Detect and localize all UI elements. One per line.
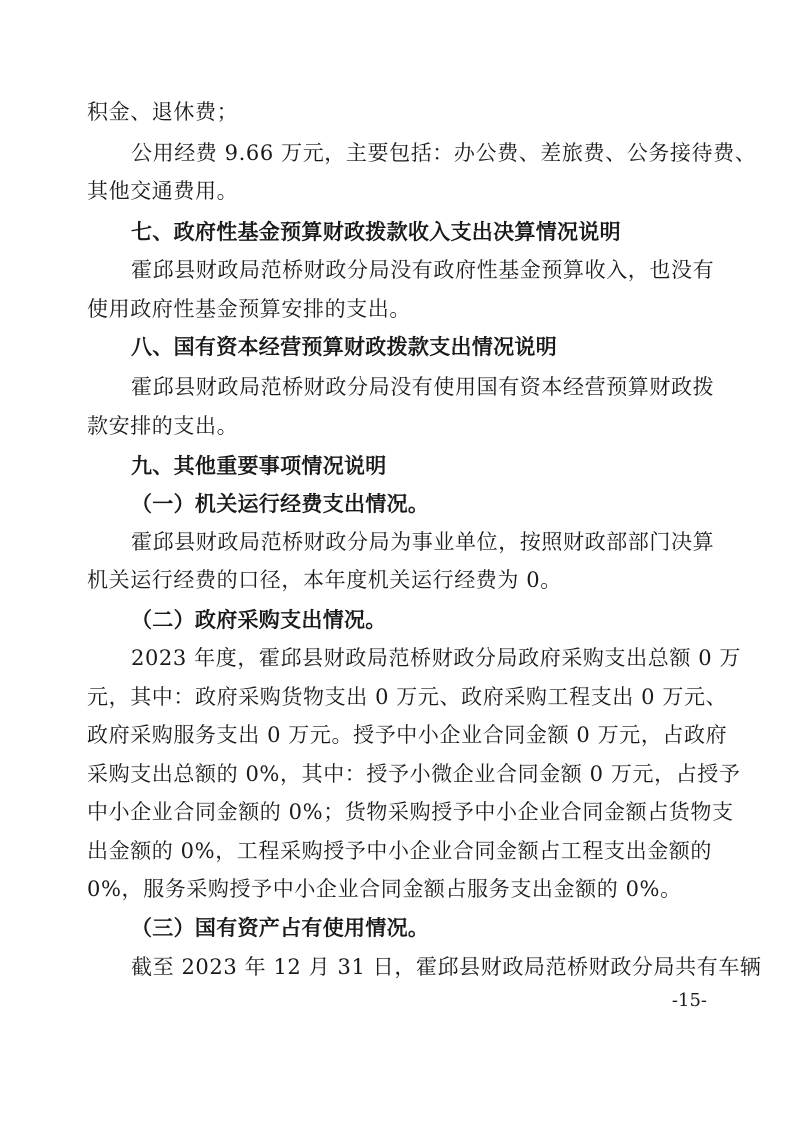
text-line: 公用经费 9.66 万元，主要包括：办公费、差旅费、公务接待费、 xyxy=(131,141,757,165)
text-line: 采购支出总额的 0%，其中：授予小微企业合同金额 0 万元，占授予 xyxy=(87,762,741,786)
text-line: 霍邱县财政局范桥财政分局为事业单位，按照财政部部门决算 xyxy=(131,530,715,554)
subsection-heading-3: （三）国有资产占有使用情况。 xyxy=(131,916,430,940)
subsection-heading-1: （一）机关运行经费支出情况。 xyxy=(131,492,430,516)
text-line: 款安排的支出。 xyxy=(87,414,239,438)
subsection-heading-2: （二）政府采购支出情况。 xyxy=(131,608,387,632)
text-line: 元，其中：政府采购货物支出 0 万元、政府采购工程支出 0 万元、 xyxy=(87,685,728,709)
text-line: 机关运行经费的口径，本年度机关运行经费为 0。 xyxy=(87,568,562,592)
text-line: 积金、退休费； xyxy=(87,100,239,124)
page-number: -15- xyxy=(671,990,707,1011)
text-line: 霍邱县财政局范桥财政分局没有使用国有资本经营预算财政拨 xyxy=(131,375,715,399)
section-heading-9: 九、其他重要事项情况说明 xyxy=(131,454,387,478)
text-line: 截至 2023 年 12 月 31 日，霍邱县财政局范桥财政分局共有车辆 xyxy=(131,955,762,979)
section-heading-8: 八、国有资本经营预算财政拨款支出情况说明 xyxy=(131,335,557,359)
text-line: 使用政府性基金预算安排的支出。 xyxy=(87,297,411,321)
text-line: 其他交通费用。 xyxy=(87,179,239,203)
text-line: 中小企业合同金额的 0%；货物采购授予中小企业合同金额占货物支 xyxy=(87,800,734,824)
text-line: 出金额的 0%，工程采购授予中小企业合同金额占工程支出金额的 xyxy=(87,839,712,863)
text-line: 2023 年度，霍邱县财政局范桥财政分局政府采购支出总额 0 万 xyxy=(131,646,742,670)
text-line: 霍邱县财政局范桥财政分局没有政府性基金预算收入，也没有 xyxy=(131,258,715,282)
text-line: 政府采购服务支出 0 万元。授予中小企业合同金额 0 万元，占政府 xyxy=(87,723,728,747)
section-heading-7: 七、政府性基金预算财政拨款收入支出决算情况说明 xyxy=(131,220,621,244)
text-line: 0%，服务采购授予中小企业合同金额占服务支出金额的 0%。 xyxy=(87,877,682,901)
